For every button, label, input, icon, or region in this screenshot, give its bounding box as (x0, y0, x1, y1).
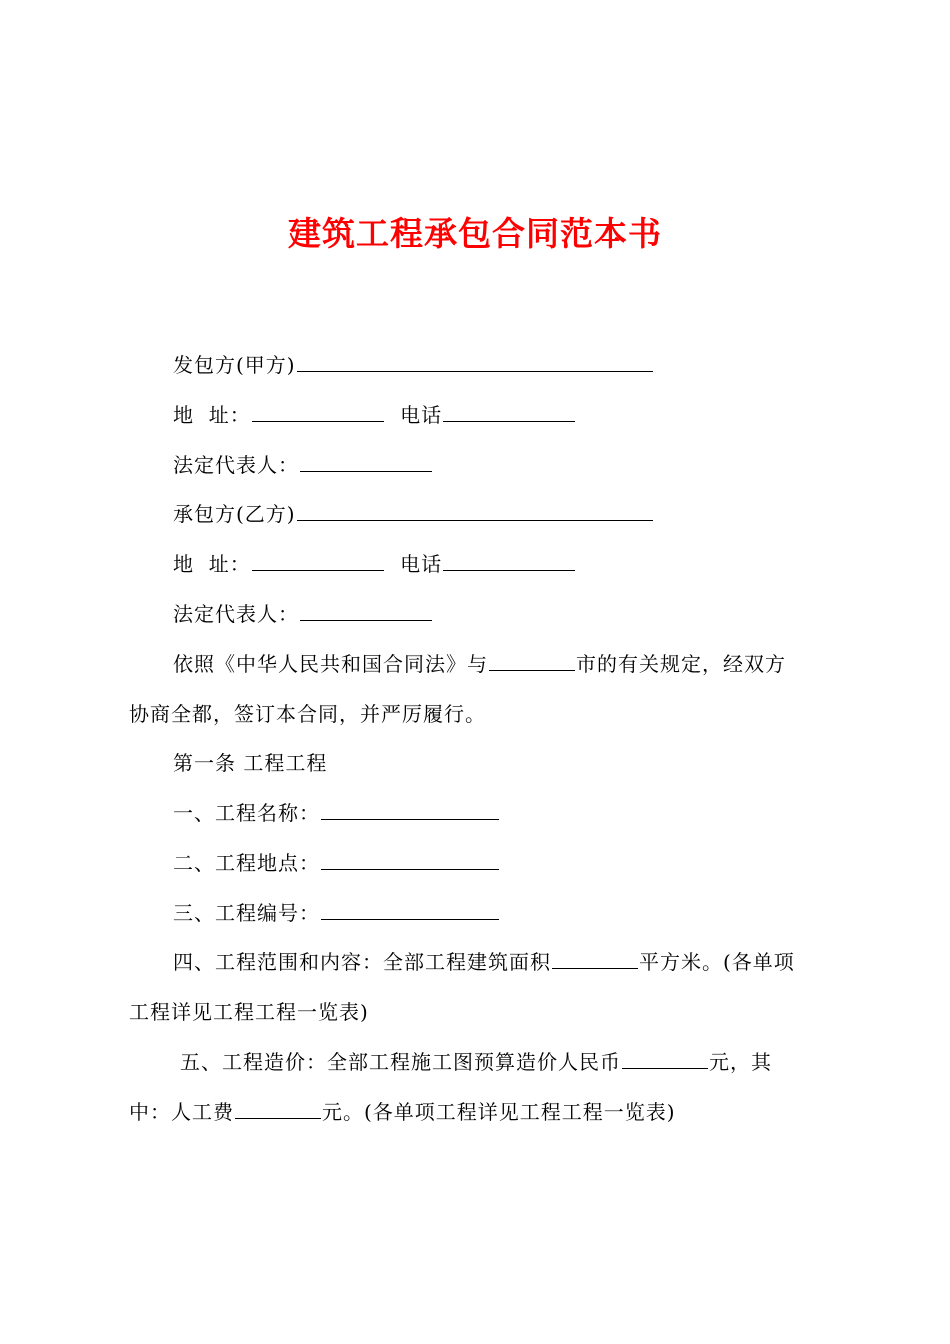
party-b-rep-label: 法定代表人： (173, 602, 299, 626)
article1-item4-part2: 平方米。(各单项 (639, 950, 795, 974)
article1-item5-line2-part2: 元。(各单项工程详见工程工程一览表) (322, 1100, 676, 1124)
party-b-phone-label: 电话 (400, 552, 443, 576)
article1-item5-line2-part1: 中：人工费 (129, 1100, 234, 1124)
party-b-address-label: 地 址： (173, 552, 251, 576)
building-area-blank[interactable] (552, 950, 638, 969)
article1-item4-part1: 四、工程范围和内容：全部工程建筑面积 (173, 950, 551, 974)
article1-item5-part1: 五、工程造价：全部工程施工图预算造价人民币 (180, 1050, 621, 1074)
intro-city-blank[interactable] (489, 652, 575, 671)
party-a-address-blank[interactable] (252, 403, 384, 422)
total-cost-blank[interactable] (622, 1050, 708, 1069)
party-a-blank[interactable] (297, 353, 653, 372)
party-b-rep-blank[interactable] (300, 602, 432, 621)
intro-line-1 (173, 650, 786, 678)
party-a-phone-blank[interactable] (443, 403, 575, 422)
party-b-rep-line (173, 600, 433, 628)
article1-item1-label: 一、工程名称： (173, 801, 320, 825)
party-a-address-line (173, 401, 576, 429)
article1-item2 (173, 849, 500, 877)
party-b-phone-blank[interactable] (443, 552, 575, 571)
article1-item3 (173, 899, 500, 927)
party-a-phone-label: 电话 (400, 403, 443, 427)
party-a-rep-blank[interactable] (300, 453, 432, 472)
party-b-blank[interactable] (297, 502, 653, 521)
article1-item1 (173, 799, 500, 827)
party-b-address-line (173, 550, 576, 578)
party-a-rep-line (173, 451, 433, 479)
party-b-address-blank[interactable] (252, 552, 384, 571)
project-number-blank[interactable] (321, 901, 499, 920)
labor-cost-blank[interactable] (235, 1100, 321, 1119)
party-b-label: 承包方(乙方) (173, 502, 296, 526)
intro-part2: 市的有关规定，经双方 (576, 652, 786, 676)
article1-item5-line2 (129, 1098, 676, 1126)
article1-item4-line2: 工程详见工程工程一览表) (129, 1000, 369, 1024)
party-a-label: 发包方(甲方) (173, 353, 296, 377)
party-a-address-label: 地 址： (173, 403, 251, 427)
article1-heading: 第一条 工程工程 (173, 751, 328, 775)
article1-item3-label: 三、工程编号： (173, 901, 320, 925)
article1-item4-line1 (173, 948, 795, 976)
document-title: 建筑工程承包合同范本书 (288, 214, 662, 253)
article1-item2-label: 二、工程地点： (173, 851, 320, 875)
party-a-rep-label: 法定代表人： (173, 453, 299, 477)
intro-line-2: 协商全都，签订本合同，并严厉履行。 (129, 702, 486, 726)
project-name-blank[interactable] (321, 801, 499, 820)
article1-item5-line1 (180, 1048, 772, 1076)
article1-item5-part2: 元，其 (709, 1050, 772, 1074)
party-b-line (173, 500, 654, 528)
project-location-blank[interactable] (321, 851, 499, 870)
party-a-line (173, 351, 654, 379)
intro-part1: 依照《中华人民共和国合同法》与 (173, 652, 488, 676)
